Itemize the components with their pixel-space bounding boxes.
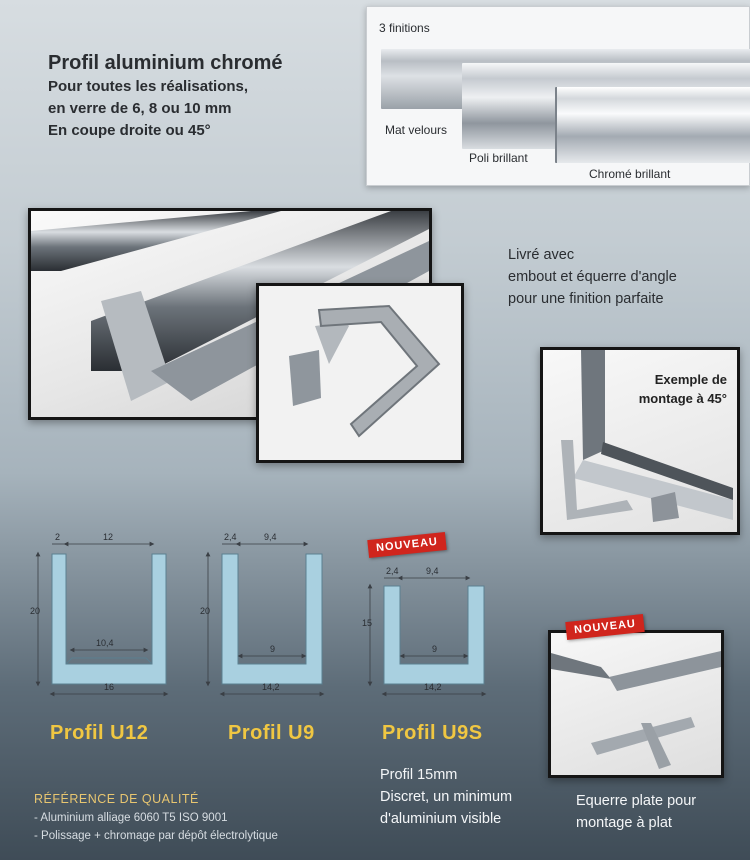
- finishes-panel: [366, 6, 750, 186]
- new-badge-u9s: NOUVEAU: [367, 532, 446, 558]
- profile-u9s-name: Profil U9S: [382, 722, 483, 744]
- flat-square-photo: [548, 630, 724, 778]
- quality-line-2: - Polissage + chromage par dépôt électrolytique: [34, 830, 278, 842]
- u9s-desc-line-3: d'aluminium visible: [380, 811, 502, 827]
- accessories-photo: [256, 283, 464, 463]
- u12-dim-outer: 16: [104, 682, 115, 692]
- delivery-line-3: pour une finition parfaite: [508, 291, 664, 307]
- finish-bar-chrome: [555, 87, 750, 163]
- flat-square-illustration: [551, 633, 721, 775]
- delivery-line-2: embout et équerre d'angle: [508, 269, 677, 285]
- u9-dim-inner-top: 9,4: [264, 532, 277, 542]
- u9s-dim-inner-top: 9,4: [426, 566, 439, 576]
- u9-dim-outer: 14,2: [262, 682, 280, 692]
- u9-dim-inner-bottom: 9: [270, 644, 276, 654]
- profile-u9-diagram: [208, 544, 322, 694]
- profile-u12-diagram: [38, 544, 166, 694]
- profile-u9s-diagram: [370, 578, 484, 694]
- u9s-dim-wall: 2,4: [386, 566, 399, 576]
- u9-dim-wall: 2,4: [224, 532, 237, 542]
- u9s-desc-line-1: Profil 15mm: [380, 767, 458, 783]
- example-photo: [540, 347, 740, 535]
- u12-dim-inner-top: 12: [103, 532, 114, 542]
- new-badge-flat: NOUVEAU: [565, 614, 644, 640]
- u9-dim-height: 20: [200, 606, 211, 616]
- finishes-title: 3 finitions: [379, 21, 430, 35]
- finish-label-poli: Poli brillant: [469, 151, 528, 165]
- profile-diagrams: [0, 520, 540, 700]
- flat-desc-line-2: montage à plat: [576, 815, 672, 831]
- u9s-dim-inner-bottom: 9: [432, 644, 438, 654]
- page-title: Profil aluminium chromé: [48, 52, 283, 74]
- example-line-2: montage à 45°: [638, 391, 727, 406]
- example-line-1: Exemple de: [654, 372, 727, 387]
- subtitle-line-1: Pour toutes les réalisations,: [48, 78, 249, 95]
- u12-dim-wall: 2: [55, 532, 61, 542]
- subtitle-line-3: En coupe droite ou 45°: [48, 122, 211, 139]
- delivery-line-1: Livré avec: [508, 247, 575, 263]
- subtitle-line-2: en verre de 6, 8 ou 10 mm: [48, 100, 232, 117]
- profile-u9-name: Profil U9: [228, 722, 315, 744]
- u12-dim-height: 20: [30, 606, 41, 616]
- flat-desc-line-1: Equerre plate pour: [576, 793, 697, 809]
- quality-line-1: - Aluminium alliage 6060 T5 ISO 9001: [34, 812, 228, 824]
- quality-title: RÉFÉRENCE DE QUALITÉ: [34, 792, 199, 806]
- finish-label-mat: Mat velours: [385, 123, 448, 137]
- u12-dim-inner-bottom: 10,4: [96, 638, 114, 648]
- accessories-illustration: [259, 286, 461, 460]
- u9s-dim-outer: 14,2: [424, 682, 442, 692]
- u9s-dim-height: 15: [362, 618, 373, 628]
- u9s-desc-line-2: Discret, un minimum: [380, 789, 513, 805]
- profile-u12-name: Profil U12: [50, 722, 149, 744]
- finish-label-chrome: Chromé brillant: [589, 167, 671, 181]
